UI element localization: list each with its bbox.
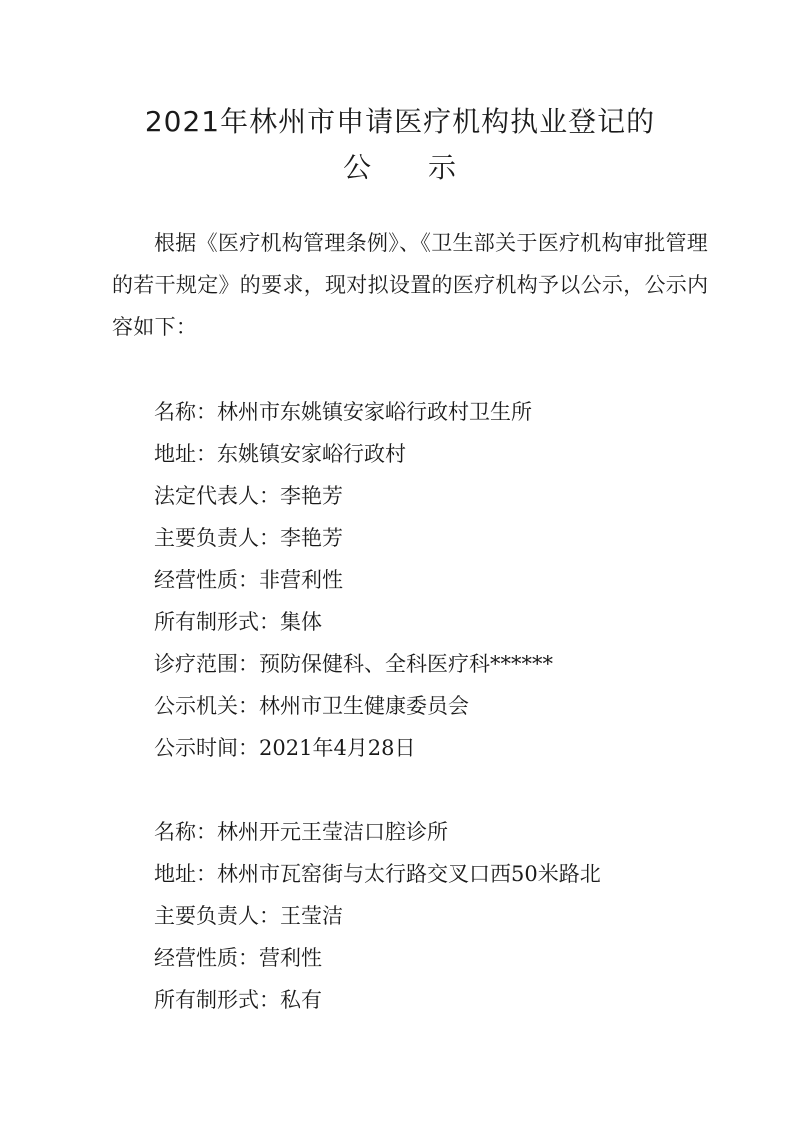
- document-title: 2021年林州市申请医疗机构执业登记的: [144, 105, 656, 138]
- document-subtitle: [0, 146, 800, 186]
- subtitle-char-2: 示: [428, 151, 458, 184]
- entry1-address: 地址：东姚镇安家峪行政村: [154, 442, 406, 466]
- entry2-address: 地址：林州市瓦窑街与太行路交叉口西50米路北: [154, 862, 601, 886]
- entry1-time: 公示时间：2021年4月28日: [154, 736, 416, 760]
- entry1-scope: 诊疗范围：预防保健科、全科医疗科******: [154, 652, 553, 676]
- entry1-ownership: 所有制形式：集体: [154, 610, 322, 634]
- entry1-legal-rep: 法定代表人：李艳芳: [154, 484, 343, 508]
- entry1-principal: 主要负责人：李艳芳: [154, 526, 343, 550]
- entry1-name: 名称：林州市东姚镇安家峪行政村卫生所: [154, 400, 532, 424]
- subtitle-char-1: 公: [342, 151, 372, 184]
- intro-paragraph: 根据《医疗机构管理条例》、《卫生部关于医疗机构审批管理的若干规定》的要求，现对拟设置的医疗机构予以公示，公示内容如下：: [112, 231, 709, 339]
- entry2-ownership: 所有制形式：私有: [154, 988, 322, 1012]
- entry1-nature: 经营性质：非营利性: [154, 568, 343, 592]
- entry2-name: 名称：林州开元王莹洁口腔诊所: [154, 820, 448, 844]
- entry1-authority: 公示机关：林州市卫生健康委员会: [154, 694, 469, 718]
- entry2-nature: 经营性质：营利性: [154, 946, 322, 970]
- entry2-principal: 主要负责人：王莹洁: [154, 904, 343, 928]
